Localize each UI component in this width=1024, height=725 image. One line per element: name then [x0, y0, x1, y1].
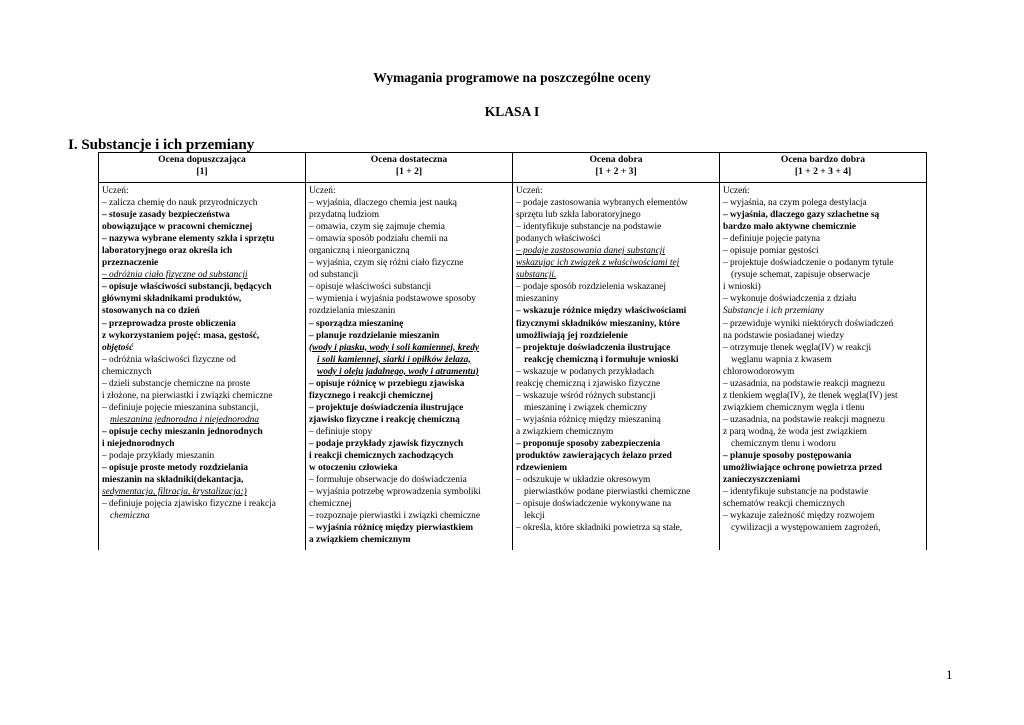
column-range: [1 + 2] — [395, 166, 423, 177]
requirement-line: – podaje sposób rozdzielenia wskazanej — [516, 282, 666, 293]
requirement-line: chemicznym tlenu i wodoru — [731, 438, 836, 449]
requirement-line: wody i oleju jadalnego, wody i atramentu) — [317, 366, 479, 377]
requirement-line: – projektuje doświadczenia ilustrujące — [309, 402, 464, 413]
requirement-line: – opisuje właściwości substancji, będących — [102, 282, 272, 293]
requirement-line: reakcję chemiczną i formułuje wnioski — [524, 354, 679, 365]
requirement-line: – wymienia i wyjaśnia podstawowe sposoby — [309, 294, 476, 305]
requirement-line: chemicznych — [102, 366, 152, 377]
requirement-line: substancji. — [516, 270, 557, 281]
requirement-line: – stosuje zasady bezpieczeństwa — [102, 210, 230, 221]
requirement-line: – opisuje cechy mieszanin jednorodnych — [102, 426, 263, 437]
requirement-line: lekcji — [524, 511, 545, 522]
class-label: KLASA I — [484, 104, 540, 119]
requirement-line: – omawia, czym się zajmuje chemia — [309, 222, 445, 233]
requirements-cell-bardzo-dobra — [720, 183, 927, 551]
requirement-line: z parą wodną, że woda jest związkiem — [723, 426, 867, 437]
requirement-line: – projektuje doświadczenie o podanym tytule — [723, 258, 894, 269]
requirement-line: – wykonuje doświadczenia z działu — [723, 294, 857, 305]
requirement-line: z tlenkiem węgla(IV), że tlenek węgla(IV) jest — [723, 390, 898, 401]
requirement-line: podanych właściwości — [516, 234, 601, 245]
column-header-dostateczna — [306, 153, 513, 183]
requirement-line: mieszaniny — [516, 294, 559, 305]
requirement-line: Uczeń: — [516, 186, 543, 196]
requirement-line: – odszukuje w układzie okresowym — [516, 475, 651, 486]
requirement-line: bardzo mało aktywne chemicznie — [723, 222, 857, 233]
requirement-line: chemicznej — [309, 499, 352, 510]
requirement-line: – opisuje doświadczenie wykonywane na — [516, 499, 672, 510]
requirements-cell-dobra — [513, 183, 720, 551]
requirement-line: – podaje przykłady mieszanin — [102, 451, 215, 462]
requirement-line: głównymi składnikami produktów, — [102, 294, 242, 305]
requirement-line: – omawia sposób podziału chemii na — [309, 234, 448, 245]
requirement-line: objętość — [102, 342, 134, 353]
requirement-line: – uzasadnia, na podstawie reakcji magnezu — [723, 414, 885, 425]
requirement-line: – podaje zastosowania wybranych elementów — [516, 198, 688, 209]
requirement-line: – wyjaśnia, czym się różni ciało fizyczne — [309, 258, 464, 269]
requirement-line: mieszanina jednorodna i niejednorodna — [110, 414, 260, 425]
column-header-dopuszczajaca — [99, 153, 306, 183]
requirement-line: laboratoryjnego oraz określa ich — [102, 246, 233, 257]
requirement-line: – opisuje różnicę w przebiegu zjawiska — [309, 378, 465, 389]
requirement-line: mieszaninę i związek chemiczny — [524, 402, 648, 413]
requirement-line: na podstawie posiadanej wiedzy — [723, 330, 845, 341]
requirement-line: – otrzymuje tlenek węgla(IV) w reakcji — [723, 342, 872, 353]
requirement-line: przeznaczenie — [102, 258, 159, 269]
requirement-line: – odróżnia ciało fizyczne od substancji — [102, 270, 248, 281]
requirement-line: – wyjaśnia, dlaczego chemia jest nauką — [309, 198, 457, 209]
requirement-line: produktów zawierających żelazo przed — [516, 451, 672, 462]
column-header-bardzo-dobra — [720, 153, 927, 183]
requirement-line: i reakcji chemicznych zachodzących — [309, 451, 454, 462]
requirement-line: – określa, które składniki powietrza są stałe, — [516, 523, 683, 534]
requirement-line: – identyfikuje substancje na podstawie — [516, 222, 662, 233]
requirement-line: – wyjaśnia różnicę między pierwiastkiem — [309, 523, 474, 534]
requirement-line: – planuje sposoby postępowania — [723, 451, 852, 462]
requirement-line: – przewiduje wyniki niektórych doświadczeń — [723, 318, 894, 329]
requirement-line: cywilizacji a występowaniem zagrożeń, — [731, 523, 881, 534]
requirement-line: – projektuje doświadczenia ilustrujące — [516, 342, 671, 353]
requirement-line: od substancji — [309, 270, 359, 281]
requirement-line: – definiuje pojęcie mieszanina substancji, — [102, 402, 259, 413]
requirement-line: – wykazuje zależność między rozwojem — [723, 511, 875, 522]
requirement-line: – proponuje sposoby zabezpieczenia — [516, 438, 661, 449]
requirement-line: – wyjaśnia, na czym polega destylacja — [723, 198, 867, 209]
requirement-line: – podaje zastosowania danej substancji — [516, 246, 665, 257]
requirement-line: i niejednorodnych — [102, 438, 175, 449]
requirement-line: obowiązujące w pracowni chemicznej — [102, 222, 253, 233]
requirement-line: pierwiastków podane pierwiastki chemiczne — [524, 487, 691, 498]
requirement-line: (rysuje schemat, zapisuje obserwacje — [731, 270, 871, 281]
requirement-line: wskazując ich związek z właściwościami tej — [516, 258, 680, 269]
requirement-line: – wyjaśnia, dlaczego gazy szlachetne są — [723, 210, 880, 221]
requirements-table — [98, 152, 927, 550]
requirement-line: – opisuje pomiar gęstości — [723, 246, 819, 257]
requirement-line: chlorowodorowym — [723, 366, 795, 377]
requirement-line: – dzieli substancje chemiczne na proste — [102, 378, 251, 389]
requirement-line: – formułuje obserwacje do doświadczenia — [309, 475, 467, 486]
requirement-line: mieszanin na składniki(dekantacja, — [102, 475, 244, 486]
requirement-line: i złożone, na pierwiastki i związki chemiczne — [102, 390, 273, 401]
requirement-line: chemiczna — [110, 511, 150, 522]
column-name: Ocena dostateczna — [370, 154, 448, 165]
requirement-line: Uczeń: — [309, 186, 336, 196]
requirement-line: – odróżnia właściwości fizyczne od — [102, 354, 236, 365]
column-range: [1] — [196, 166, 208, 177]
requirement-line: i wnioski) — [723, 282, 761, 293]
requirement-line: – rozpoznaje pierwiastki i związki chemiczne — [309, 511, 481, 522]
requirement-line: – opisuje proste metody rozdzielania — [102, 463, 248, 474]
page-heading: Wymagania programowe na poszczególne oceny — [373, 70, 651, 85]
column-range: [1 + 2 + 3 + 4] — [794, 166, 852, 177]
column-range: [1 + 2 + 3] — [595, 166, 637, 177]
requirement-line: i soli kamiennej, siarki i opiłków żelaza, — [317, 354, 471, 365]
requirement-line: w otoczeniu człowieka — [309, 463, 398, 474]
page-number: 1 — [946, 667, 953, 682]
requirement-line: związkiem chemicznym węgla i tlenu — [723, 402, 865, 413]
requirement-line: reakcję chemiczną i zjawisko fizyczne — [516, 378, 661, 389]
requirement-line: przydatną ludziom — [309, 210, 380, 221]
requirement-line: stosowanych na co dzień — [102, 306, 200, 317]
requirement-line: – uzasadnia, na podstawie reakcji magnezu — [723, 378, 885, 389]
requirement-line: Uczeń: — [723, 186, 750, 196]
requirement-line: fizycznego i reakcji chemicznej — [309, 390, 433, 401]
requirement-line: węglanu wapnia z kwasem — [731, 354, 832, 365]
column-name: Ocena bardzo dobra — [780, 154, 866, 165]
requirement-line: sprzętu lub szkła laboratoryjnego — [516, 210, 641, 221]
requirement-line: – wskazuje różnice między właściwościami — [516, 306, 687, 317]
requirement-line: a związkiem chemicznym — [309, 535, 411, 546]
section-title: I. Substancje i ich przemiany — [68, 137, 255, 153]
requirement-line: a związkiem chemicznym — [516, 426, 614, 437]
column-name: Ocena dopuszczająca — [158, 154, 246, 165]
requirement-line: – przeprowadza proste obliczenia — [102, 318, 236, 329]
requirement-line: Substancje i ich przemiany — [723, 306, 824, 317]
requirement-line: – definiuje stopy — [309, 426, 373, 437]
requirement-line: – wskazuje wśród różnych substancji — [516, 390, 656, 401]
requirement-line: umożliwiają jej rozdzielenie — [516, 330, 628, 341]
requirement-line: schematów reakcji chemicznych — [723, 499, 845, 510]
column-name: Ocena dobra — [589, 154, 643, 165]
requirements-cell-dopuszczajaca — [99, 183, 306, 551]
requirement-line: – definiuje pojęcie patyna — [723, 234, 821, 245]
requirement-line: umożliwiające ochronę powietrza przed — [723, 463, 882, 474]
requirements-cell-dostateczna — [306, 183, 513, 551]
requirement-line: – wskazuje w podanych przykładach — [516, 366, 654, 377]
requirement-line: organiczną i nieorganiczną — [309, 246, 410, 257]
requirement-line: fizycznymi składników mieszaniny, które — [516, 318, 680, 329]
table-row — [99, 183, 927, 551]
requirement-line: sedymentacja, filtracja, krystalizacja;) — [102, 487, 247, 498]
requirement-line: zanieczyszczeniami — [723, 475, 801, 486]
requirement-line: rdzewieniem — [516, 463, 568, 474]
requirement-line: – wyjaśnia potrzebę wprowadzenia symboliki — [309, 487, 481, 498]
requirement-line: – wyjaśnia różnicę między mieszaniną — [516, 414, 661, 425]
requirement-line: z wykorzystaniem pojęć: masa, gęstość, — [102, 330, 260, 341]
requirement-line: – identyfikuje substancje na podstawie — [723, 487, 869, 498]
requirement-line: – planuje rozdzielanie mieszanin — [309, 330, 440, 341]
requirement-line: – podaje przykłady zjawisk fizycznych — [309, 438, 464, 449]
requirement-line: – zalicza chemię do nauk przyrodniczych — [102, 198, 258, 209]
requirement-line: – sporządza mieszaninę — [309, 318, 404, 329]
column-header-dobra — [513, 153, 720, 183]
requirement-line: Uczeń: — [102, 186, 129, 196]
requirement-line: – opisuje właściwości substancji — [309, 282, 432, 293]
requirement-line: zjawisko fizyczne i reakcję chemiczną — [309, 414, 460, 425]
requirement-line: (wody i piasku, wody i soli kamiennej, kredy — [309, 342, 480, 353]
requirement-line: – nazywa wybrane elementy szkła i sprzętu — [102, 234, 275, 245]
requirement-line: – definiuje pojęcia zjawisko fizyczne i reakcja — [102, 499, 276, 510]
requirement-line: rozdzielania mieszanin — [309, 306, 396, 317]
table-header-row — [99, 153, 927, 183]
